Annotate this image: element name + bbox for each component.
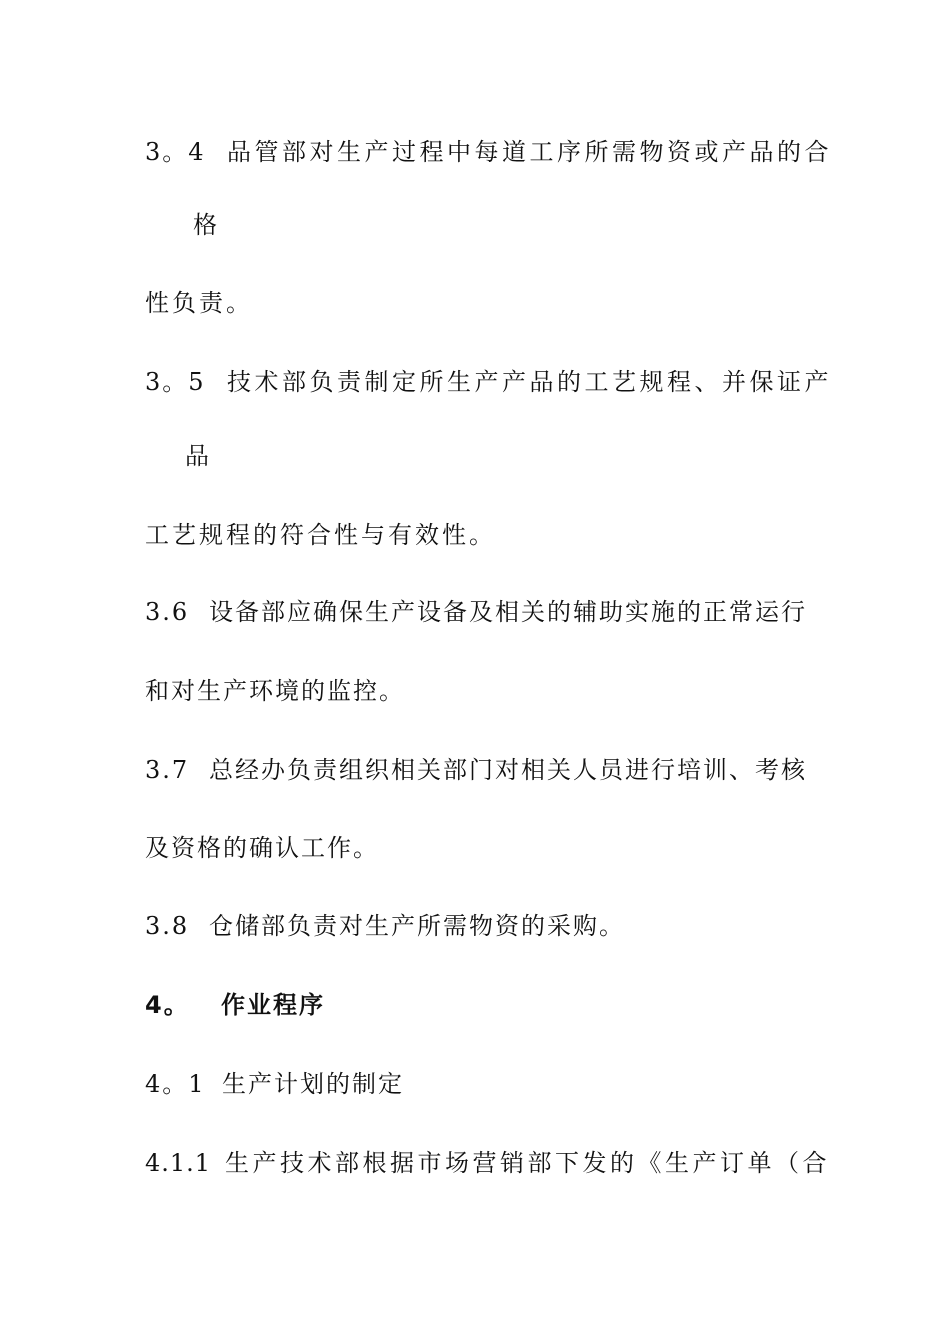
section-number: 4.1.1 — [145, 1149, 212, 1177]
section-text: 生产技术部根据市场营销部下发的《生产订单（合 — [225, 1149, 830, 1177]
section-3-8-line — [145, 911, 625, 941]
section-text: 品管部对生产过程中每道工序所需物资或产品的合 — [227, 138, 832, 166]
section-3-5-line — [145, 367, 832, 397]
section-text: 仓储部负责对生产所需物资的采购。 — [209, 912, 625, 940]
section-3-4-line — [145, 137, 832, 167]
wrapped-character: 品 — [185, 442, 212, 470]
continuation-text: 和对生产环境的监控。 — [145, 677, 405, 705]
wrapped-character: 格 — [193, 211, 220, 239]
section-number: 3.6 — [145, 598, 190, 626]
section-3-7-line — [145, 755, 807, 785]
continuation-text: 工艺规程的符合性与有效性。 — [145, 521, 496, 549]
heading-number: 4。 — [145, 991, 190, 1019]
continuation-text: 及资格的确认工作。 — [145, 834, 379, 862]
section-4-1-1-line — [145, 1148, 830, 1178]
section-3-7-continuation — [145, 833, 379, 863]
section-number: 3.7 — [145, 756, 190, 784]
section-number: 3。4 — [145, 138, 206, 166]
section-3-6-line — [145, 597, 807, 627]
section-3-4-wrap — [193, 210, 220, 240]
section-3-5-continuation — [145, 520, 496, 550]
section-4-heading — [145, 990, 325, 1020]
section-number: 4。1 — [145, 1070, 206, 1098]
section-text: 设备部应确保生产设备及相关的辅助实施的正常运行 — [209, 598, 807, 626]
heading-text: 作业程序 — [221, 991, 325, 1019]
section-number: 3。5 — [145, 368, 206, 396]
section-text: 生产计划的制定 — [222, 1070, 404, 1098]
section-text: 总经办负责组织相关部门对相关人员进行培训、考核 — [209, 756, 807, 784]
continuation-text: 性负责。 — [145, 289, 253, 317]
section-number: 3.8 — [145, 912, 190, 940]
section-3-5-wrap — [185, 441, 212, 471]
section-text: 技术部负责制定所生产产品的工艺规程、并保证产 — [227, 368, 832, 396]
section-3-6-continuation — [145, 676, 405, 706]
section-3-4-continuation — [145, 288, 253, 318]
section-4-1-line — [145, 1069, 404, 1099]
